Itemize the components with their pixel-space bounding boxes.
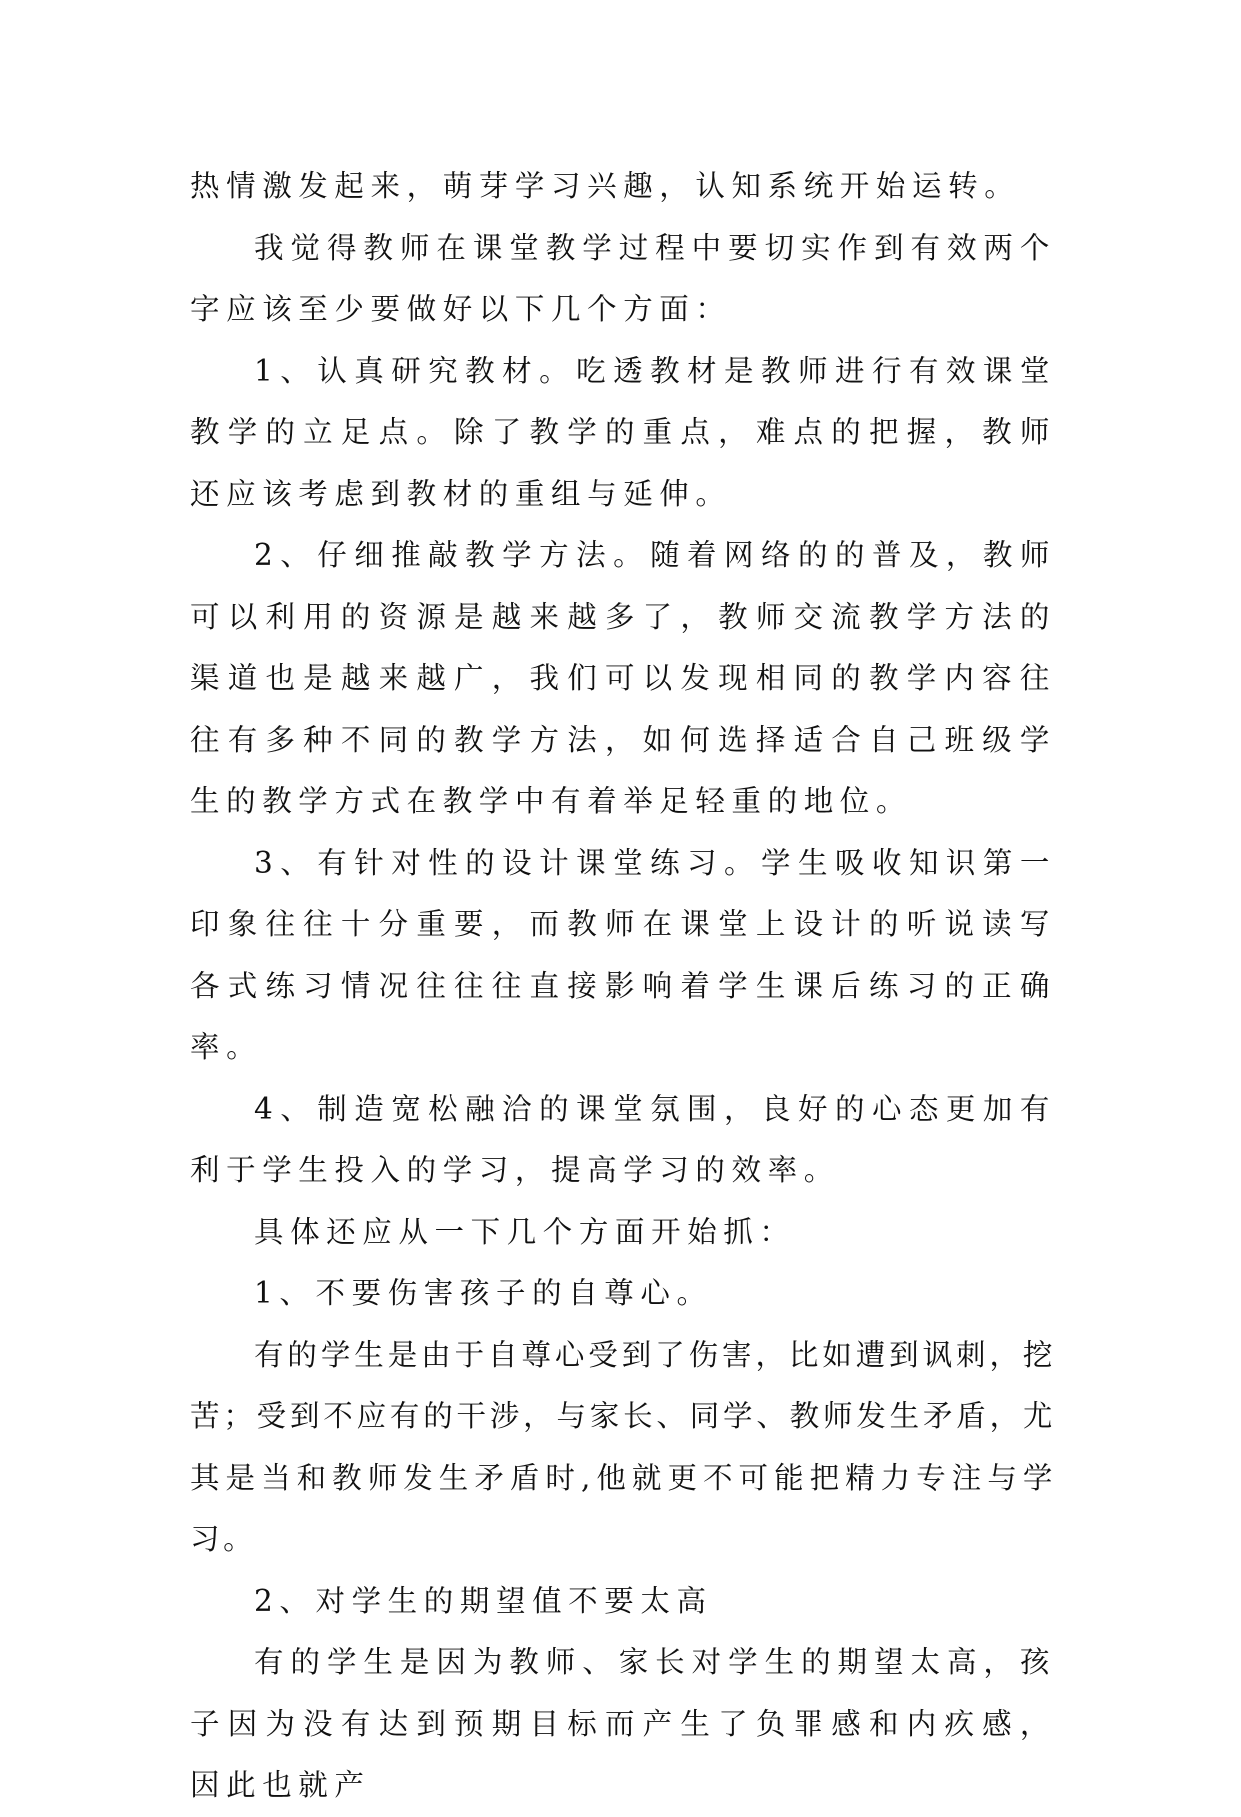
paragraph: 2、仔细推敲教学方法。随着网络的的普及，教师可以利用的资源是越来越多了，教师交流教学方法的渠道也是越来越广，我们可以发现相同的教学内容往往有多种不同的教学方法，如何选择适合自己班级学生的教学方式在教学中有着举足轻重的地位。: [190, 538, 1056, 818]
paragraph: 4、制造宽松融洽的课堂氛围，良好的心态更加有利于学生投入的学习，提高学习的效率。: [190, 1091, 1056, 1187]
paragraph: 2、对学生的期望值不要太高: [254, 1583, 713, 1618]
paragraph: 有的学生是因为教师、家长对学生的期望太高，孩子因为没有达到预期目标而产生了负罪感和内疚感，因此也就产: [190, 1645, 1056, 1802]
paragraph: 热情激发起来，萌芽学习兴趣，认知系统开始运转。: [190, 169, 1021, 203]
paragraph: 有的学生是由于自尊心受到了伤害，比如遭到讽刺，挖苦；受到不应有的干涉，与家长、同学、教师发生矛盾，尤其是当和教师发生矛盾时,他就更不可能把精力专注与学习。: [190, 1337, 1056, 1556]
paragraph: 我觉得教师在课堂教学过程中要切实作到有效两个字应该至少要做好以下几个方面：: [190, 230, 1056, 326]
paragraph: 3、有针对性的设计课堂练习。学生吸收知识第一印象往往十分重要，而教师在课堂上设计的听说读写各式练习情况往往往直接影响着学生课后练习的正确率。: [190, 845, 1056, 1064]
document-body: [190, 156, 1056, 1817]
paragraph: 1、认真研究教材。吃透教材是教师进行有效课堂教学的立足点。除了教学的重点，难点的把握，教师还应该考虑到教材的重组与延伸。: [190, 353, 1056, 511]
paragraph: 1、不要伤害孩子的自尊心。: [254, 1276, 713, 1310]
paragraph: 具体还应从一下几个方面开始抓：: [254, 1214, 796, 1249]
